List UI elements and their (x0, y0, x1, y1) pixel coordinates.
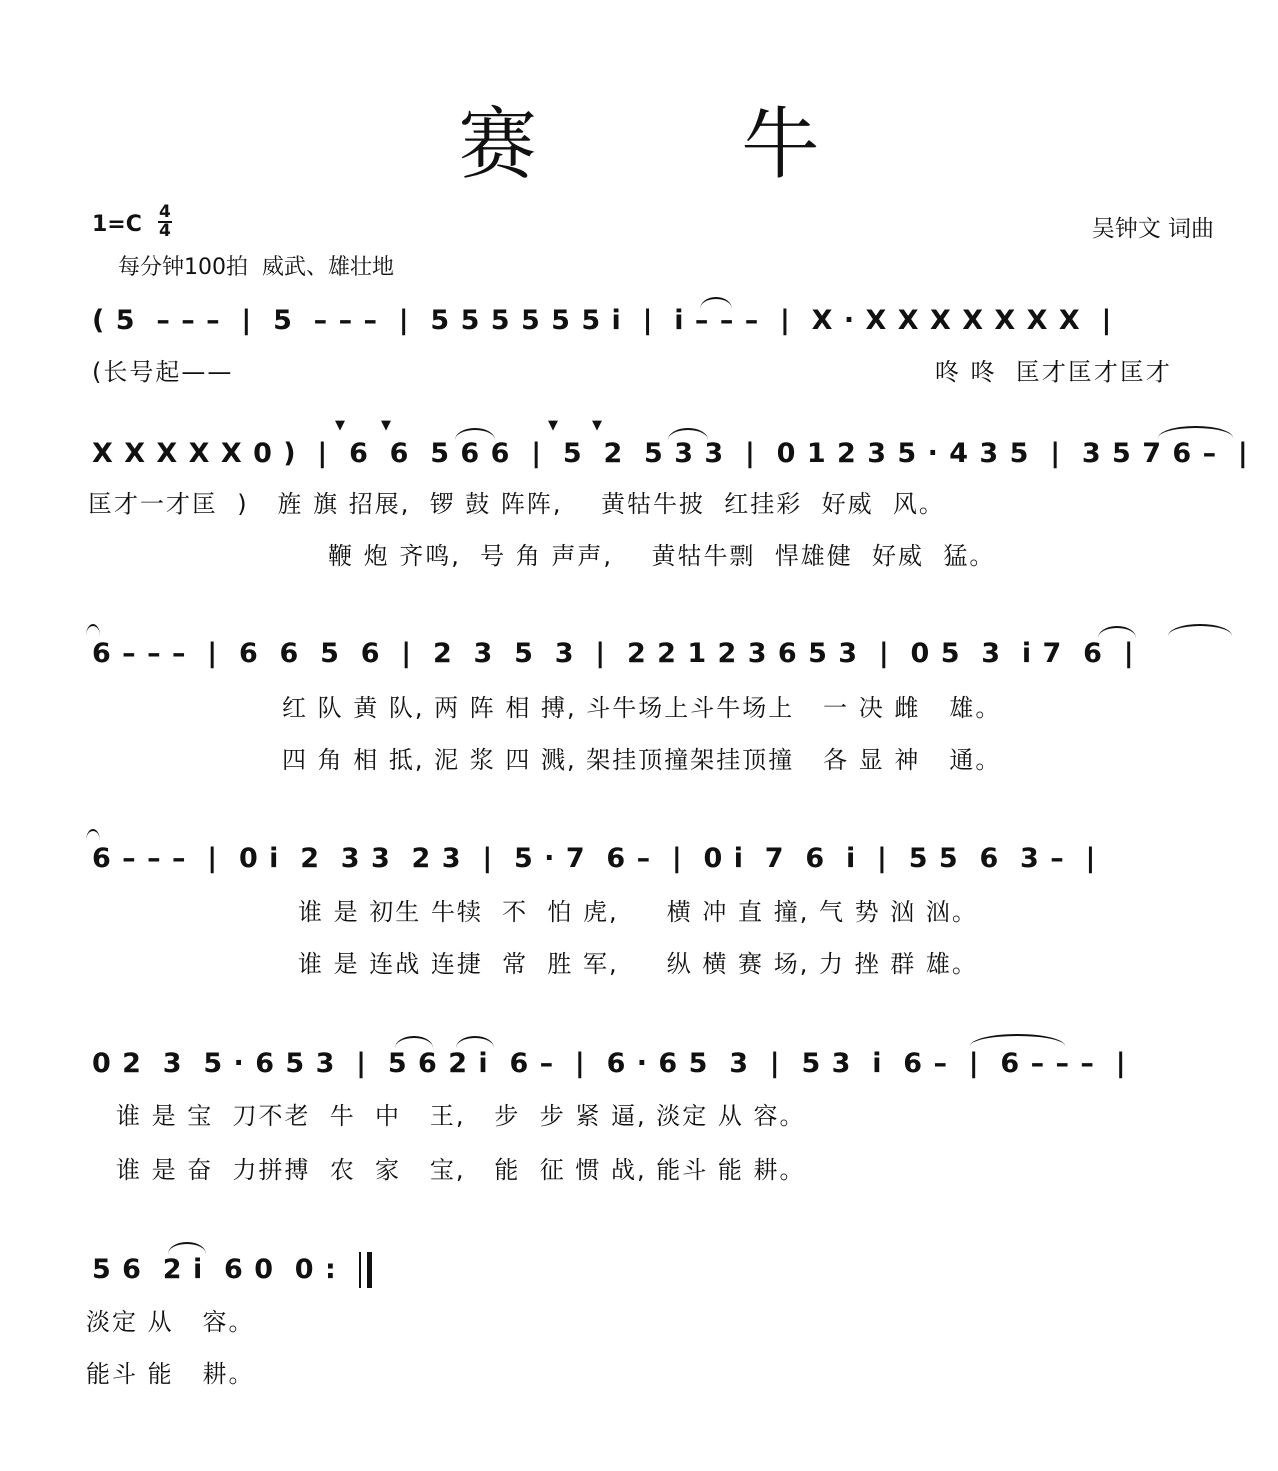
lyric-row-6-line-2: 能斗 能 耕。 (86, 1360, 255, 1388)
lyric-row-1-line-2: 咚 咚 匡才匡才匡才 (935, 358, 1172, 386)
notation-row-6: 5 6 2 i 6 0 0 : (92, 1254, 337, 1285)
tie-arc (1098, 626, 1136, 638)
final-repeat-barline (367, 1252, 372, 1288)
tie-arc (168, 1242, 206, 1254)
tie-arc (395, 1036, 433, 1048)
lyric-row-1-line-1: (长号起—— (92, 358, 234, 386)
notation-row-1: ( 5 – – – | 5 – – – | 5 5 5 5 5 5 i | i – – – | X · X X X X X X X | (92, 305, 1113, 336)
notation-row-4: 6 – – – | 0 i 2 3 3 2 3 | 5 · 7 6 – | 0 i 7 6 i | 5 5 6 3 – | (92, 843, 1097, 874)
lyric-row-4-line-2: 谁 是 连战 连捷 常 胜 军, 纵 横 赛 场, 力 挫 群 雄。 (298, 950, 978, 978)
tie-arc (668, 428, 708, 440)
lyric-row-3-line-2: 四 角 相 抵, 泥 浆 四 溅, 架挂顶撞架挂顶撞 各 显 神 通。 (282, 746, 1002, 774)
lyric-row-4-line-1: 谁 是 初生 牛犊 不 怕 虎, 横 冲 直 撞, 气 势 汹 汹。 (298, 898, 978, 926)
time-signature (158, 204, 172, 240)
lyric-row-3-line-1: 红 队 黄 队, 两 阵 相 搏, 斗牛场上斗牛场上 一 决 雌 雄。 (282, 694, 1002, 722)
tie-arc (86, 624, 100, 636)
repeat-barline-thin (359, 1252, 361, 1288)
lyric-row-2-line-2: 鞭 炮 齐鸣, 号 角 声声, 黄牯牛剽 悍雄健 好威 猛。 (328, 542, 996, 570)
accent-mark: ▼ (335, 418, 345, 433)
time-signature-bottom: 4 (159, 221, 171, 241)
time-signature-top: 4 (159, 202, 171, 222)
tie-arc (1158, 426, 1233, 438)
tie-arc (86, 829, 100, 841)
tie-arc (456, 1036, 494, 1048)
lyric-row-5-line-2: 谁 是 奋 力拼搏 农 家 宝, 能 征 惯 战, 能斗 能 耕。 (116, 1156, 806, 1184)
lyric-row-2-line-1: 匡才一才匡 ) 旌 旗 招展, 锣 鼓 阵阵, 黄牯牛披 红挂彩 好威 风。 (88, 490, 945, 518)
author-credit: 吴钟文 词曲 (1091, 216, 1214, 242)
accent-mark: ▼ (381, 418, 391, 433)
lyric-row-5-line-1: 谁 是 宝 刀不老 牛 中 王, 步 步 紧 逼, 淡定 从 容。 (116, 1102, 806, 1130)
key-signature: 1=C (92, 212, 142, 237)
lyric-row-6-line-1: 淡定 从 容。 (86, 1308, 255, 1336)
accent-mark: ▼ (548, 418, 558, 433)
page-title: 赛 牛 (458, 100, 910, 190)
tempo-marking: 每分钟100拍 威武、雄壮地 (118, 255, 394, 280)
notation-row-3: 6 – – – | 6 6 5 6 | 2 3 5 3 | 2 2 1 2 3 6 5 3 | 0 5 3 i 7 6 | (92, 638, 1135, 669)
tie-arc (700, 297, 732, 309)
notation-row-2: X X X X X 0 ) | 6 6 5 6 6 | 5 2 5 3 3 | 0 1 2 3 5 · 4 3 5 | 3 5 7 6 – | (92, 438, 1249, 469)
accent-mark: ▼ (592, 418, 602, 433)
tie-arc (455, 428, 495, 440)
notation-row-5: 0 2 3 5 · 6 5 3 | 5 6 2 i 6 – | 6 · 6 5 3 | 5 3 i 6 – | 6 – – – | (92, 1048, 1127, 1079)
tie-arc (970, 1034, 1065, 1046)
tie-arc (1168, 624, 1232, 636)
